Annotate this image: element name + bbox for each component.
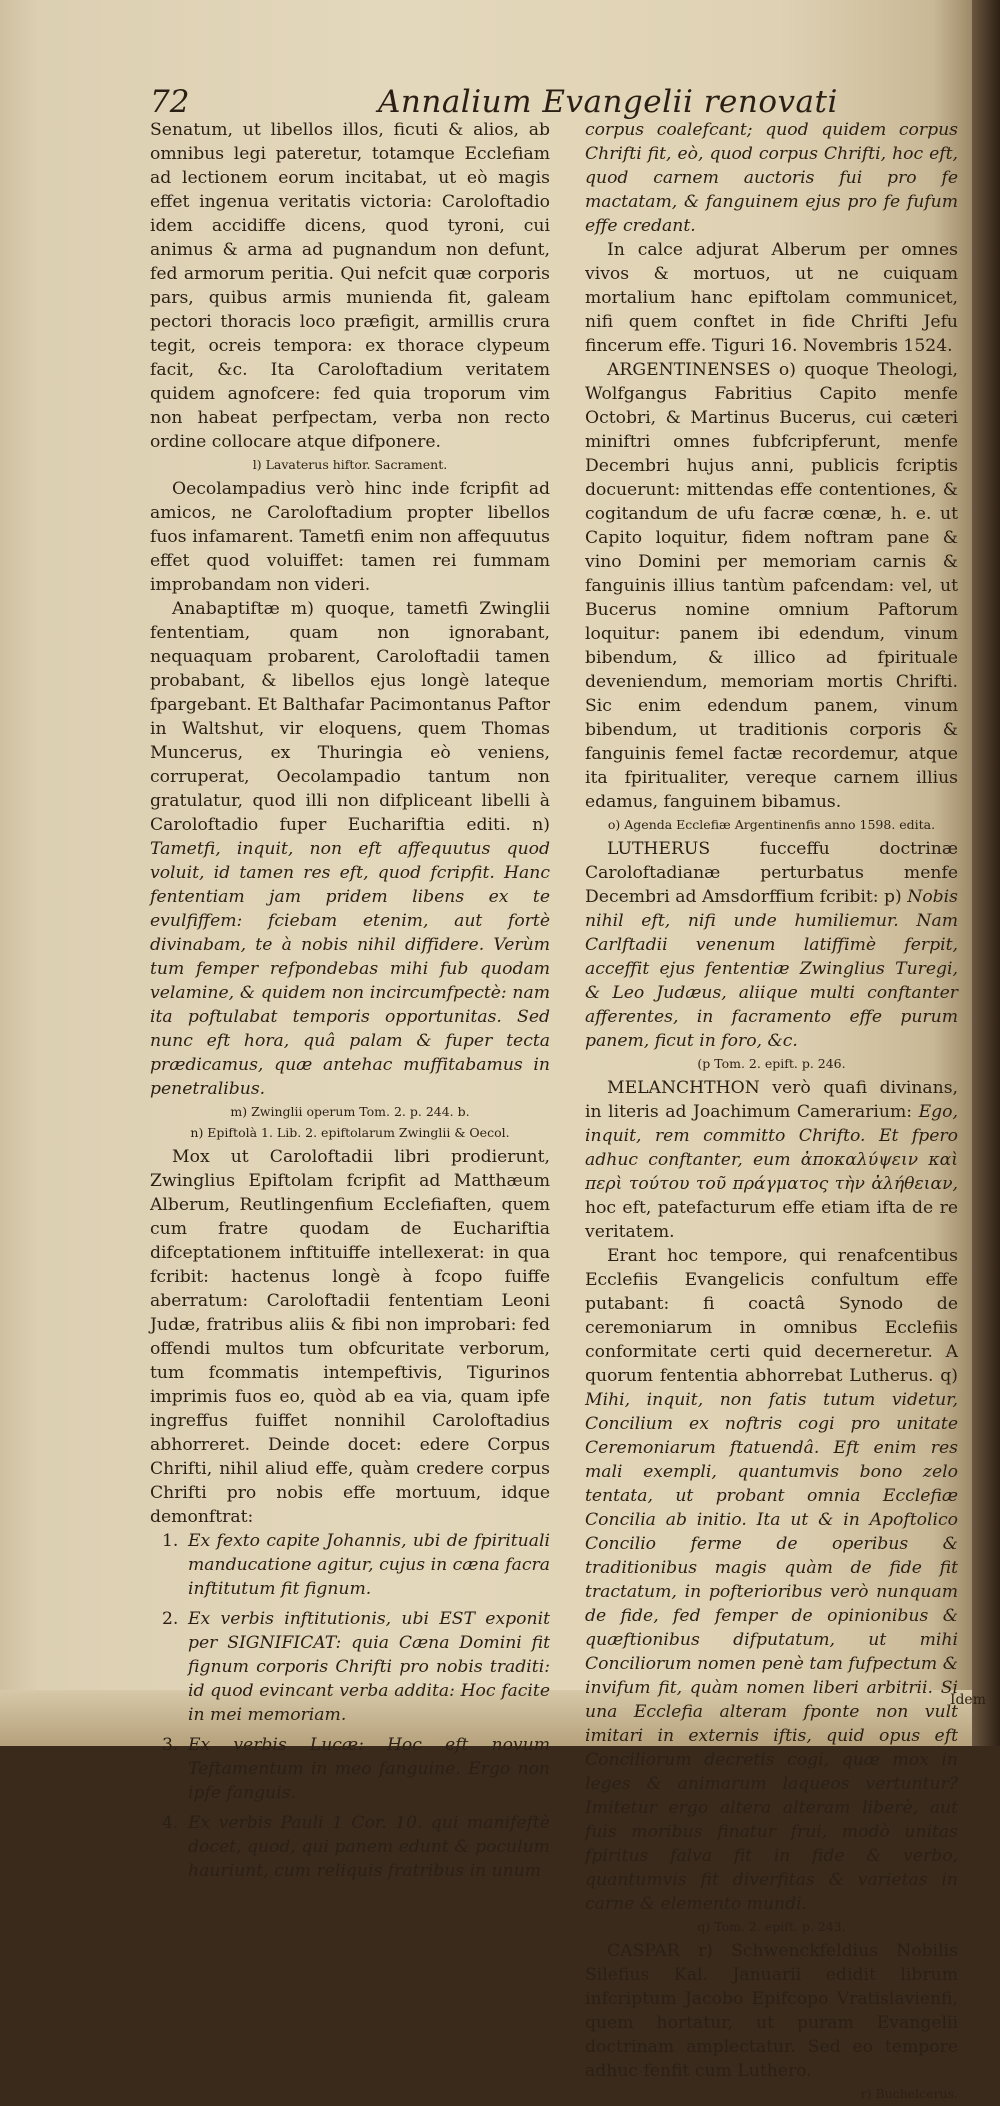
footnote-q: q) Tom. 2. epift. p. 243. <box>697 1919 846 1934</box>
list-item <box>162 1733 550 1805</box>
paragraph-text: LUTHERUS fucceffu doctrinæ Caroloftadianæ perturbatus menfe Decembri ad Amsdorffium fcribit: p) <box>585 839 958 907</box>
footnote-o: o) Agenda Ecclefiæ Argentinenfis anno 1598. edita. <box>607 817 936 832</box>
paragraph: ARGENTINENSES o) quoque Theologi, Wolfgangus Fabritius Capito menfe Octobri, & Martinus Bucerus, cui cæteri miniftri omnes fubfcripferunt, menfe Decembri hujus anni, publicis fcriptis docuerunt: mittendas effe contentiones, & cogitandum de ufu facræ cœnæ, h. e. ut Capito loquitur, fidem noftram pane & vino Domini per memoriam carnis & fanguinis illius tantùm pafcendam: vel, ut Bucerus nomine omnium Paftorum loquitur: panem ibi edendum, vinum bibendum, & illico ad fpirituale deveniendum, memoriam mortis Chrifti. Sic enim edendum panem, vinum bibendum, ut traditionis corporis & fanguinis femel factæ recordemur, atque ita fpiritualiter, vereque carnem illius edamus, fanguinem bibamus. <box>585 360 958 812</box>
footnote-m: m) Zwinglii operum Tom. 2. p. 244. b. <box>230 1104 470 1119</box>
item-number: 3. <box>162 1735 179 1755</box>
paragraph <box>585 1076 958 1244</box>
footnote-n: n) Epiftolà 1. Lib. 2. epiftolarum Zwinglii & Oecol. <box>190 1125 510 1140</box>
page-edge-shadow <box>972 0 1000 1746</box>
paragraph-text: Anabaptiftæ m) quoque, tametfi Zwinglii fententiam, quam non ignorabant, nequaquam probarent, Caroloftadii tamen probabant, & libellos ejus longè lateque fpargebant. Et Balthafar Pacimontanus Paftor in Waltshut, vir eloquens, quem Thomas Muncerus, ex Thuringia eò veniens, corruperat, Oecolampadio tantum non gratulatur, quod illi non difpliceant libelli à Caroloftadio fuper Euchariftia editi. n) <box>150 599 550 835</box>
paragraph: Senatum, ut libellos illos, ficuti & alios, ab omnibus legi pateretur, totamque Ecclefiam ad lectionem eorum incitabat, ut eò magis effet ingenua veritatis victoria: Caroloftadio idem accidiffe dicens, quod tyroni, cui animus & arma ad pugnandum non defunt, fed armorum peritia. Qui nefcit quæ corporis pars, quibus armis munienda fit, galeam pectori thoracis loco præfigit, armillis crura tegit, ocreis tempora: ex thorace clypeum facit, &c. Ita Caroloftadium veritatem quidem agnofcere: fed quia troporum vim non habeat perfpectam, verba non recto ordine collocare atque difponere. <box>150 120 550 452</box>
item-number: 4. <box>162 1813 179 1833</box>
left-column <box>150 118 550 1889</box>
paragraph: Oecolampadius verò hinc inde fcripfit ad amicos, ne Caroloftadium propter libellos fuos infamarent. Tametfi enim non affequutus effet quod voluiffet: tamen rei fummam improbandam non videri. <box>150 479 550 595</box>
item-text: Ex verbis inftitutionis, ubi EST exponit per SIGNIFICAT: quia Cæna Domini fit fignum corporis Chrifti pro nobis traditi: id quod evincant verba addita: Hoc facite in mei memoriam. <box>188 1609 550 1725</box>
paragraph: Mox ut Caroloftadii libri prodierunt, Zwinglius Epiftolam fcripfit ad Matthæum Alberum, Reutlingenfium Ecclefiaften, quem cum fratre quodam de Euchariftia difceptationem inftituiffe intellexerat: in qua fcribit: hactenus longè à fcopo fuiffe aberratum: Caroloftadii fententiam Leoni Judæ, fratribus aliis & fibi non improbari: fed offendi multos tum obfcuritate verborum, tum fcommatis intempeftivis, Tigurinos imprimis fuos eo, quòd ab ea via, quam ipfe ingreffus fuiffet nonnihil Caroloftadius abhorreret. Deinde docet: edere Corpus Chrifti, nihil aliud effe, quàm credere corpus Chrifti pro nobis effe mortuum, idque demonftrat: <box>150 1147 550 1527</box>
quotation: Nobis nihil eft, nifi unde humiliemur. Nam Carlftadii venenum latiffimè ferpit, acceffit ejus fententiæ Zwinglius Turegi, & Leo Judæus, aliique multi conftanter afferentes, in facramento effe purum panem, ficut in foro, &c. <box>585 887 958 1051</box>
item-number: 2. <box>162 1609 179 1629</box>
right-column <box>585 118 958 2106</box>
paragraph-text: Erant hoc tempore, qui renafcentibus Ecclefiis Evangelicis confultum effe putabant: fi coactâ Synodo de ceremoniarum in omnibus Ecclefiis conformitate certi quid decerneretur. A quorum fententia abhorrebat Lutherus. q) <box>585 1246 958 1386</box>
item-number: 1. <box>162 1531 179 1551</box>
running-title: Annalium Evangelii renovati <box>378 84 838 120</box>
quotation: corpus coalefcant; quod quidem corpus Chrifti fit, eò, quod corpus Chrifti, hoc eft, quod carnem auctoris fui pro fe mactatam, & fanguinem ejus pro fe fufum effe credant. <box>585 120 958 236</box>
paragraph-text: hoc eft, patefacturum effe etiam ifta de re veritatem. <box>585 1198 958 1242</box>
footnote-p: (p Tom. 2. epift. p. 246. <box>697 1056 846 1071</box>
paragraph <box>150 597 550 1101</box>
item-text: Ex verbis Pauli 1 Cor. 10. qui manifeftè docet, quod, qui panem edunt & poculum hauriunt, cum reliquis fratribus in unum <box>188 1813 550 1881</box>
quotation: Tametfi, inquit, non eft affequutus quod voluit, id tamen res eft, quod fcripfit. Hanc fententiam jam pridem libens ex te evulfiffem: fciebam etenim, aut fortè divinabam, te à nobis nihil diffidere. Verùm tum femper refpondebas mihi fub quodam velamine, & quidem non incircumfpectè: nam ita poftulabat temporis opportunitas. Sed nunc eft hora, quâ palam & fuper tecta prædicamus, quæ antehac muffitabamus in penetralibus. <box>150 839 550 1099</box>
quotation: Ego, inquit, rem committo Chrifto. Et fpero adhuc conftanter, eum ἀποκαλύψειν καὶ περὶ τούτου τοῦ πράγματος τὴν ἀλήθειαν, <box>585 1102 958 1194</box>
item-text: Ex verbis Lucæ: Hoc eft novum Teftamentum in meo fanguine. Ergo non ipfe fanguis. <box>188 1735 550 1803</box>
page-number: 72 <box>150 84 190 120</box>
paragraph: In calce adjurat Alberum per omnes vivos & mortuos, ut ne cuiquam mortalium hanc epiftolam communicet, nifi quem conftet in fide Chrifti Jefu fincerum effe. Tiguri 16. Novembris 1524. <box>585 240 958 356</box>
list-item <box>162 1529 550 1601</box>
footnote-r: r) Buchelcerus. <box>860 2086 958 2101</box>
paragraph <box>585 837 958 1053</box>
item-text: Ex fexto capite Johannis, ubi de fpirituali manducatione agitur, cujus in cæna facra inftitutum fit fignum. <box>188 1531 550 1599</box>
paragraph: CASPAR r) Schwenckfeldius Nobilis Silefius Kal. Januarii edidit librum infcriptum Jacobo Epifcopo Vratislavienfi, quem hortatur, ut puram Evangelii doctrinam amplectatur. Sed eo tempore adhuc fenfit cum Luthero. <box>585 1941 958 2081</box>
footnote-l: l) Lavaterus hiftor. Sacrament. <box>252 457 448 472</box>
quotation: Mihi, inquit, non fatis tutum videtur, Concilium ex noftris cogi pro unitate Ceremoniarum ftatuendâ. Eft enim res mali exempli, quantumvis bono zelo tentata, ut probant omnia Ecclefiæ Concilia ab initio. Ita ut & in Apoftolico Concilio ferme de operibus & traditionibus magis quàm de fide fit tractatum, in pofterioribus verò nunquam de fide, fed femper de opinionibus & quæftionibus difputatum, ut mihi Conciliorum nomen penè tam fufpectum & invifum fit, quàm nomen liberi arbitrii. Si una Ecclefia alteram fponte non vult imitari in externis iftis, quid opus eft Conciliorum decretis cogi, quæ mox in leges & animarum laqueos vertuntur? Imitetur ergo altera alteram liberè, aut fuis moribus finatur frui, modò unitas fpiritus falva fit in fide & verbo, quantumvis fit diverfitas & varietas in carne & elemento mundi. <box>585 1390 958 1914</box>
list-item <box>162 1811 550 1883</box>
list-item <box>162 1607 550 1727</box>
argument-list <box>150 1529 550 1883</box>
paragraph <box>585 1244 958 1916</box>
paragraph-text: MELANCHTHON verò quafi divinans, in literis ad Joachimum Camerarium: <box>585 1078 958 1122</box>
catchword: Idem <box>949 1692 986 1708</box>
